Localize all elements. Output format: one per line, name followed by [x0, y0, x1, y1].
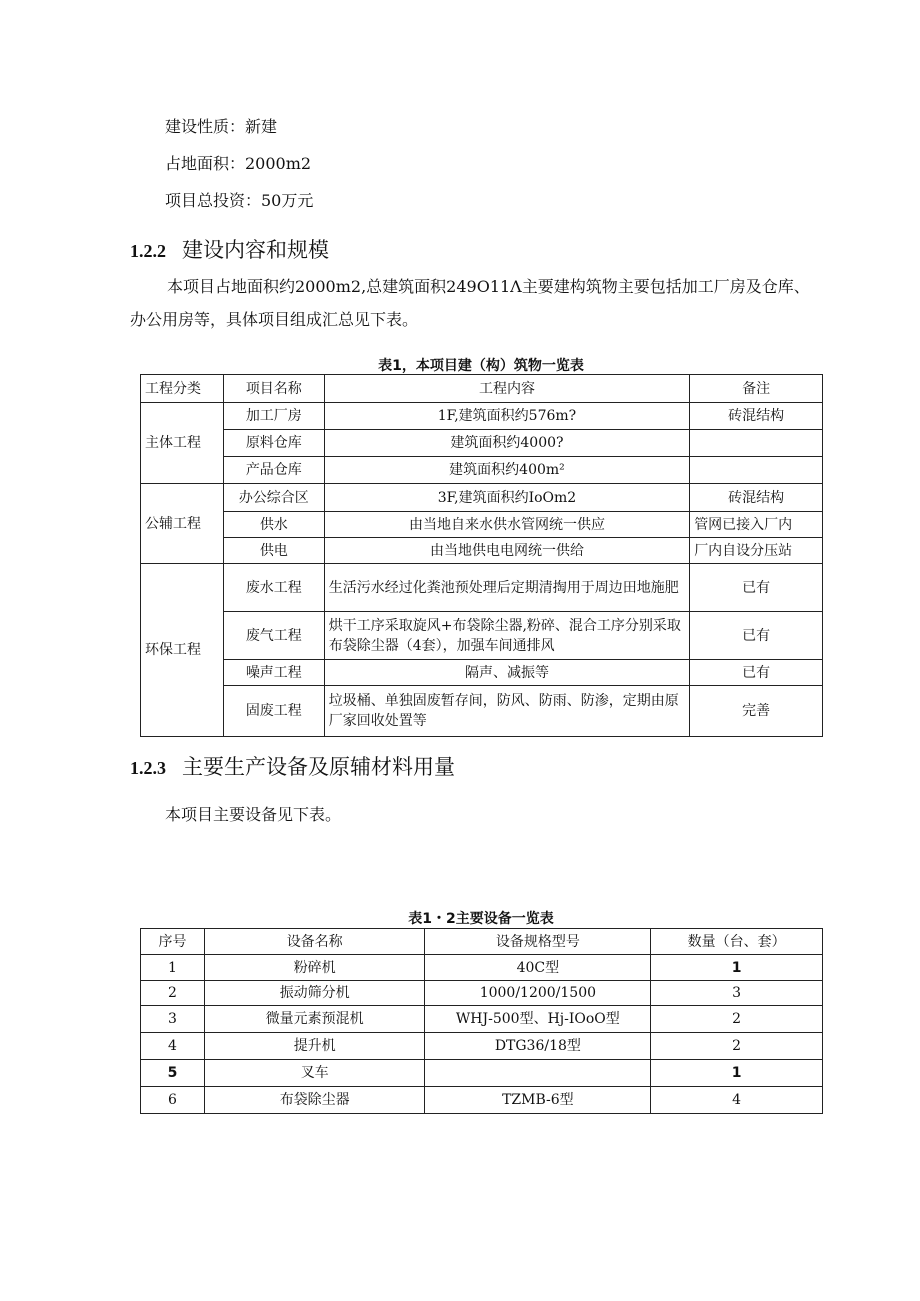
header-cell: 项目名称	[223, 375, 324, 403]
table-header-row	[141, 929, 823, 955]
equipment-table	[140, 928, 823, 1114]
section-paragraph: 本项目主要设备见下表。	[165, 805, 342, 824]
spec-cell	[425, 1060, 651, 1087]
name-cell: 提升机	[204, 1033, 425, 1060]
name-cell: 固废工程	[223, 686, 324, 737]
header-cell: 数量（台、套）	[651, 929, 823, 955]
section-heading-1-2-3	[130, 751, 455, 781]
section-heading-1-2-2	[130, 234, 329, 264]
construction-nature: 建设性质：新建	[165, 117, 278, 136]
no-cell: 3	[141, 1006, 205, 1033]
qty-cell: 4	[651, 1087, 823, 1114]
table-row	[141, 564, 823, 612]
table-row	[141, 403, 823, 430]
note-cell: 已有	[690, 612, 823, 660]
table-row	[141, 1033, 823, 1060]
category-cell: 公辅工程	[141, 484, 224, 564]
no-cell: 6	[141, 1087, 205, 1114]
note-cell	[690, 457, 823, 484]
content-cell: 建筑面积约4000?	[324, 430, 689, 457]
table-row	[141, 1060, 823, 1087]
spec-cell: TZMB-6型	[425, 1087, 651, 1114]
note-cell: 厂内自设分压站	[690, 538, 823, 564]
header-cell: 序号	[141, 929, 205, 955]
name-cell: 原料仓库	[223, 430, 324, 457]
name-cell: 办公综合区	[223, 484, 324, 512]
content-cell: 3F,建筑面积约IoOm2	[324, 484, 689, 512]
qty-cell: 3	[651, 981, 823, 1006]
table-row	[141, 1087, 823, 1114]
note-cell	[690, 430, 823, 457]
table-row	[141, 1006, 823, 1033]
qty-cell: 2	[651, 1033, 823, 1060]
note-cell: 管网已接入厂内	[690, 512, 823, 538]
category-cell: 主体工程	[141, 403, 224, 484]
total-investment: 项目总投资：50万元	[165, 191, 314, 210]
qty-cell: 1	[651, 955, 823, 981]
name-cell: 供水	[223, 512, 324, 538]
section-number: 1.2.3	[130, 758, 166, 778]
spec-cell: 40C型	[425, 955, 651, 981]
content-cell: 生活污水经过化粪池预处理后定期清掏用于周边田地施肥	[324, 564, 689, 612]
table-row	[141, 430, 823, 457]
content-cell: 烘干工序采取旋风+布袋除尘器,粉碎、混合工序分别采取布袋除尘器（4套），加强车间通排风	[324, 612, 689, 660]
category-cell: 环保工程	[141, 564, 224, 737]
qty-cell: 2	[651, 1006, 823, 1033]
content-cell: 由当地自来水供水管网统一供应	[324, 512, 689, 538]
header-cell: 工程分类	[141, 375, 224, 403]
buildings-table	[140, 374, 823, 737]
qty-cell: 1	[651, 1060, 823, 1087]
header-cell: 设备规格型号	[425, 929, 651, 955]
note-cell: 已有	[690, 660, 823, 686]
header-cell: 工程内容	[324, 375, 689, 403]
table-row	[141, 955, 823, 981]
header-cell: 设备名称	[204, 929, 425, 955]
section-title: 建设内容和规模	[182, 238, 329, 262]
table-row	[141, 981, 823, 1006]
note-cell: 砖混结构	[690, 403, 823, 430]
section-title: 主要生产设备及原辅材料用量	[182, 755, 455, 779]
land-area: 占地面积：2000m2	[165, 154, 312, 173]
table-row	[141, 686, 823, 737]
no-cell: 1	[141, 955, 205, 981]
name-cell: 供电	[223, 538, 324, 564]
name-cell: 产品仓库	[223, 457, 324, 484]
no-cell: 4	[141, 1033, 205, 1060]
table-row	[141, 457, 823, 484]
table2-caption: 表1・2主要设备一览表	[408, 911, 554, 927]
name-cell: 加工厂房	[223, 403, 324, 430]
content-cell: 垃圾桶、单独固废暂存间，防风、防雨、防渗，定期由原厂家回收处置等	[324, 686, 689, 737]
name-cell: 振动筛分机	[204, 981, 425, 1006]
content-cell: 隔声、减振等	[324, 660, 689, 686]
name-cell: 废气工程	[223, 612, 324, 660]
header-cell: 备注	[690, 375, 823, 403]
section-number: 1.2.2	[130, 241, 166, 261]
content-cell: 1F,建筑面积约576m?	[324, 403, 689, 430]
content-cell: 建筑面积约400m²	[324, 457, 689, 484]
name-cell: 废水工程	[223, 564, 324, 612]
spec-cell: WHJ-500型、Hj-IOoO型	[425, 1006, 651, 1033]
table-row	[141, 512, 823, 538]
note-cell: 已有	[690, 564, 823, 612]
no-cell: 2	[141, 981, 205, 1006]
table-header-row	[141, 375, 823, 403]
table1-caption: 表1，本项目建（构）筑物一览表	[378, 358, 584, 374]
table-row	[141, 612, 823, 660]
table-row	[141, 484, 823, 512]
name-cell: 微量元素预混机	[204, 1006, 425, 1033]
section-paragraph: 本项目占地面积约2000m2,总建筑面积249O11Λ主要建构筑物主要包括加工厂房及仓库、办公用房等，具体项目组成汇总见下表。	[130, 277, 810, 329]
name-cell: 叉车	[204, 1060, 425, 1087]
no-cell: 5	[141, 1060, 205, 1087]
name-cell: 粉碎机	[204, 955, 425, 981]
spec-cell: 1000/1200/1500	[425, 981, 651, 1006]
name-cell: 噪声工程	[223, 660, 324, 686]
name-cell: 布袋除尘器	[204, 1087, 425, 1114]
content-cell: 由当地供电电网统一供给	[324, 538, 689, 564]
note-cell: 完善	[690, 686, 823, 737]
table-row	[141, 538, 823, 564]
table-row	[141, 660, 823, 686]
note-cell: 砖混结构	[690, 484, 823, 512]
spec-cell: DTG36/18型	[425, 1033, 651, 1060]
